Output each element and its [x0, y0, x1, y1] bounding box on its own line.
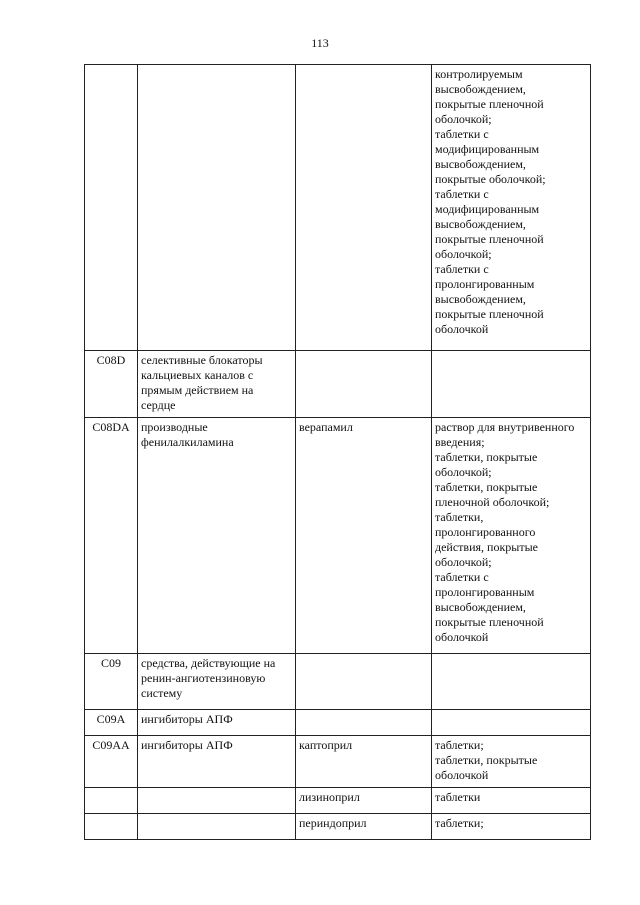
atc-code-cell: C09: [85, 654, 138, 710]
dosage-form-line: таблетки,: [435, 510, 484, 524]
table-row: [85, 654, 591, 710]
group-text-line: ренин-ангиотензиновую: [141, 671, 266, 685]
dosage-form-cell: [432, 710, 591, 736]
table-body: [85, 65, 591, 840]
group-text-line: систему: [141, 686, 183, 700]
drug-name-cell: каптоприл: [296, 736, 432, 788]
atc-code-cell: [85, 814, 138, 840]
dosage-form-cell: [432, 788, 591, 814]
dosage-form-line: таблетки, покрытые: [435, 753, 538, 767]
group-text-line: кальциевых каналов с: [141, 368, 254, 382]
dosage-form-line: контролируемым: [435, 67, 523, 81]
atc-code-cell: C09AA: [85, 736, 138, 788]
group-text-line: сердце: [141, 398, 176, 412]
dosage-form-line: покрытые оболочкой;: [435, 172, 546, 186]
pharmacological-group-cell: [138, 351, 296, 418]
dosage-form-line: оболочкой;: [435, 555, 492, 569]
atc-code-cell: C09A: [85, 710, 138, 736]
dosage-form-line: покрытые пленочной: [435, 232, 544, 246]
dosage-form-line: действия, покрытые: [435, 540, 538, 554]
drug-name-cell: верапамил: [296, 418, 432, 654]
dosage-form-line: оболочкой;: [435, 247, 492, 261]
dosage-form-line: высвобождением,: [435, 217, 526, 231]
group-text-line: фенилалкиламина: [141, 435, 234, 449]
drug-name-cell: лизиноприл: [296, 788, 432, 814]
drug-name-cell: периндоприл: [296, 814, 432, 840]
group-text-line: производные: [141, 420, 208, 434]
group-text-line: ингибиторы АПФ: [141, 712, 233, 726]
dosage-form-cell: [432, 418, 591, 654]
dosage-form-line: таблетки с: [435, 262, 489, 276]
dosage-form-line: покрытые пленочной: [435, 307, 544, 321]
dosage-form-cell: [432, 65, 591, 351]
atc-code-cell: C08D: [85, 351, 138, 418]
atc-code-cell: [85, 65, 138, 351]
dosage-form-line: пролонгированным: [435, 585, 535, 599]
drug-name-cell: [296, 710, 432, 736]
dosage-form-line: таблетки с: [435, 127, 489, 141]
pharmacological-group-cell: [138, 814, 296, 840]
drug-name-cell: [296, 65, 432, 351]
dosage-form-line: таблетки, покрытые: [435, 480, 538, 494]
group-text-line: селективные блокаторы: [141, 353, 263, 367]
dosage-form-line: таблетки;: [435, 738, 484, 752]
pharmacological-group-cell: [138, 788, 296, 814]
dosage-form-line: таблетки: [435, 790, 481, 804]
dosage-form-line: оболочкой: [435, 630, 489, 644]
table-row: [85, 351, 591, 418]
dosage-form-line: таблетки с: [435, 570, 489, 584]
pharmacological-group-cell: [138, 418, 296, 654]
dosage-form-line: введения;: [435, 435, 485, 449]
pharmacological-group-cell: [138, 710, 296, 736]
medication-table: [84, 64, 591, 840]
table-row: [85, 418, 591, 654]
dosage-form-line: таблетки с: [435, 187, 489, 201]
page-number: 113: [311, 36, 329, 50]
dosage-form-line: таблетки;: [435, 816, 484, 830]
pharmacological-group-cell: [138, 736, 296, 788]
pharmacological-group-cell: [138, 65, 296, 351]
dosage-form-cell: [432, 736, 591, 788]
dosage-form-line: высвобождением,: [435, 600, 526, 614]
group-text-line: прямым действием на: [141, 383, 254, 397]
dosage-form-line: высвобождением,: [435, 82, 526, 96]
table-row: [85, 710, 591, 736]
dosage-form-line: пролонгированного: [435, 525, 536, 539]
dosage-form-cell: [432, 654, 591, 710]
pharmacological-group-cell: [138, 654, 296, 710]
dosage-form-line: оболочкой: [435, 768, 489, 782]
dosage-form-cell: [432, 351, 591, 418]
table-row: [85, 788, 591, 814]
dosage-form-line: пленочной оболочкой;: [435, 495, 550, 509]
group-text-line: ингибиторы АПФ: [141, 738, 233, 752]
dosage-form-line: модифицированным: [435, 142, 540, 156]
drug-name-cell: [296, 654, 432, 710]
dosage-form-line: модифицированным: [435, 202, 540, 216]
dosage-form-line: оболочкой: [435, 322, 489, 336]
dosage-form-line: высвобождением,: [435, 157, 526, 171]
dosage-form-line: оболочкой;: [435, 112, 492, 126]
table-row: [85, 736, 591, 788]
drug-name-cell: [296, 351, 432, 418]
dosage-form-cell: [432, 814, 591, 840]
atc-code-cell: [85, 788, 138, 814]
table-row: [85, 65, 591, 351]
dosage-form-line: таблетки, покрытые: [435, 450, 538, 464]
group-text-line: средства, действующие на: [141, 656, 276, 670]
dosage-form-line: оболочкой;: [435, 465, 492, 479]
atc-code-cell: C08DA: [85, 418, 138, 654]
dosage-form-line: пролонгированным: [435, 277, 535, 291]
dosage-form-line: покрытые пленочной: [435, 615, 544, 629]
dosage-form-line: высвобождением,: [435, 292, 526, 306]
dosage-form-line: раствор для внутривенного: [435, 420, 575, 434]
dosage-form-line: покрытые пленочной: [435, 97, 544, 111]
table-row: [85, 814, 591, 840]
